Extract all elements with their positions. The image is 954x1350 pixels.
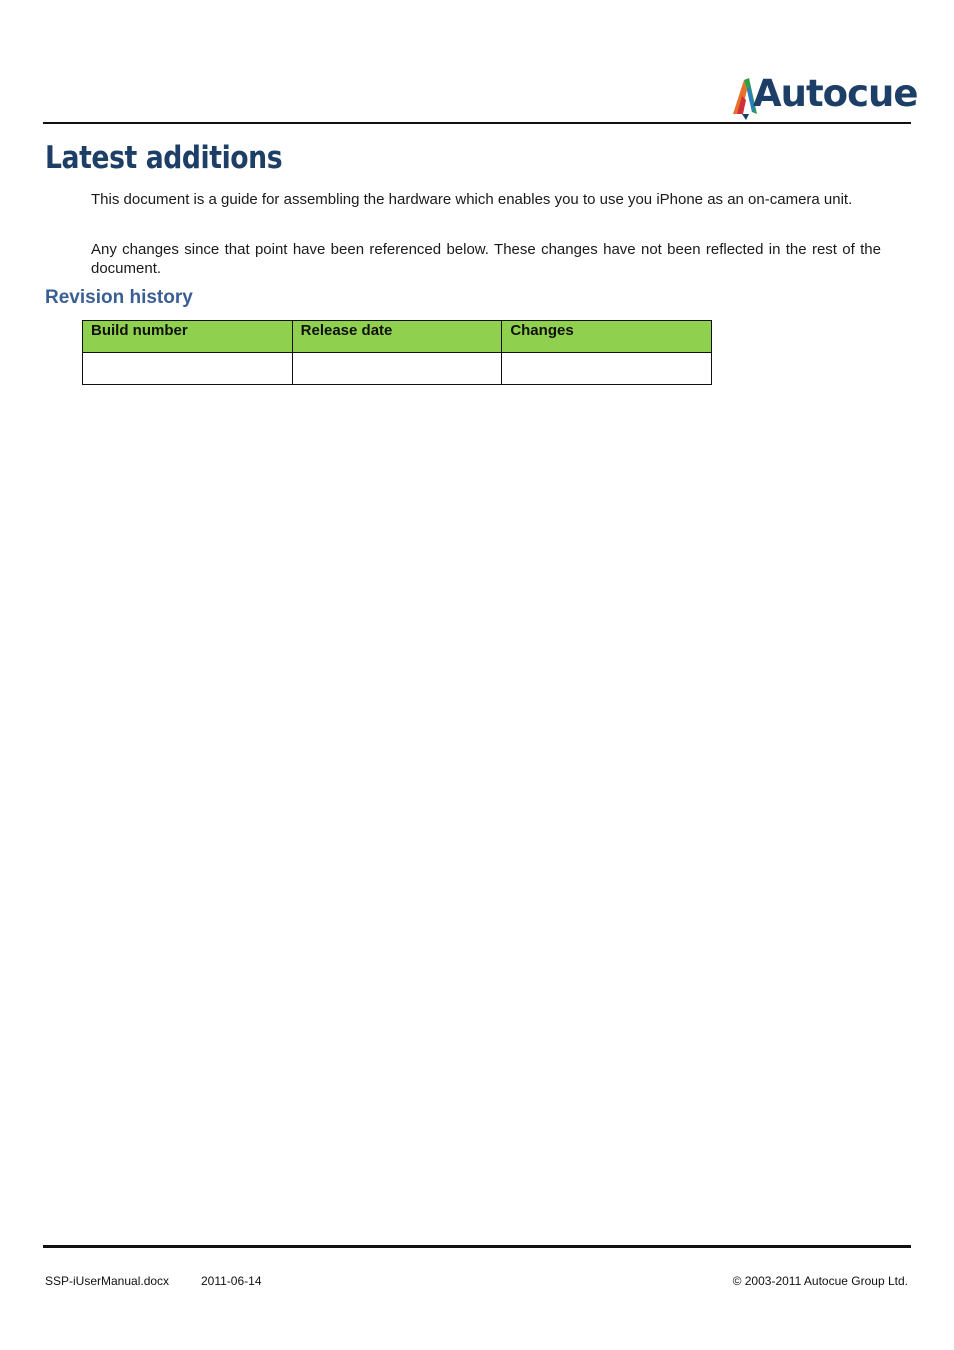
header-rule [43, 122, 911, 124]
table-cell-release-date [292, 353, 502, 385]
table-cell-build-number [83, 353, 293, 385]
intro-paragraph: This document is a guide for assembling the hardware which enables you to use you iPhone as an on-camera unit. [91, 191, 853, 208]
revision-history-heading: Revision history [45, 287, 193, 308]
column-header-changes: Changes [502, 321, 712, 353]
revision-history-table [82, 320, 712, 385]
footer-rule [43, 1245, 911, 1248]
column-header-release-date: Release date [292, 321, 502, 353]
logo-text: Autocue [753, 72, 918, 115]
changes-paragraph: Any changes since that point have been referenced below. These changes have not been reflected in the rest of the document. [91, 241, 881, 277]
autocue-logo [733, 72, 918, 120]
page-title: Latest additions [45, 140, 283, 176]
column-header-build-number: Build number [83, 321, 293, 353]
footer-copyright: © 2003-2011 Autocue Group Ltd. [732, 1274, 908, 1288]
footer-filename: SSP-iUserManual.docx [45, 1274, 170, 1288]
table-header-row [83, 321, 712, 353]
footer-date: 2011-06-14 [201, 1274, 262, 1288]
table-cell-changes [502, 353, 712, 385]
table-row [83, 353, 712, 385]
